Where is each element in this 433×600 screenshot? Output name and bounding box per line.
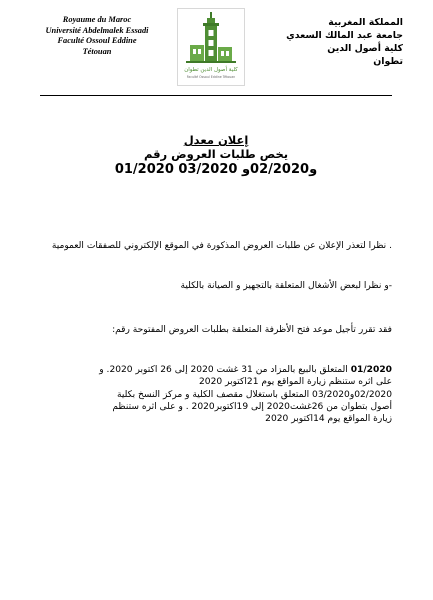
paragraph-reason-2: -و نظرا لبعض الأشغال المتعلقة بالتجهيز و الصيانة بالكلية — [180, 281, 392, 291]
fr-faculty: Faculté Ossoul Eddine — [57, 36, 137, 46]
header-divider — [40, 95, 392, 96]
notice-subtitle: يخص طلبات العروض رقم — [143, 147, 289, 161]
tender-numbers: 01/2020 و02/2020و 03/2020 — [114, 162, 318, 177]
notice-title: إعلان معدل — [183, 133, 249, 147]
faculty-logo — [177, 8, 245, 86]
logo-caption-ar: كلية أصول الدين تطوان — [184, 67, 238, 73]
tender-item-2-line-3: زيارة المواقع يوم 14اكتوبر 2020 — [265, 414, 392, 425]
fr-city: Tétouan — [82, 46, 112, 56]
fr-university: Université Abdelmalek Essadi — [45, 25, 149, 35]
minaret-logo-icon — [178, 9, 244, 85]
ar-kingdom: المملكة المغربية — [328, 17, 403, 28]
tender-item-2-line-2: أصول بتطوان من 26غشت2020 إلى 19اكتوبر2020 . و على اثره ستنظم — [112, 401, 392, 412]
notice-title-block — [60, 133, 372, 178]
ar-university: جامعة عبد المالك السعدي — [286, 30, 403, 41]
paragraph-decision: فقد تقرر تأجيل موعد فتح الأظرفة المتعلقة بطلبات العروض المفتوحة رقم: — [112, 325, 392, 335]
tender-item-1 — [40, 364, 392, 376]
logo-caption-fr: Faculté Ossoul Eddine Tétouan — [186, 75, 236, 79]
french-header — [22, 15, 172, 57]
fr-kingdom: Royaume du Maroc — [62, 15, 132, 24]
ar-city: تطوان — [373, 56, 403, 67]
tender-item-1-text: المتعلق بالبيع بالمزاد من 31 غشت 2020 إلى 26 اكتوبر 2020. و — [99, 365, 348, 375]
tender-item-2-line-1: 02/2020و03/2020 المتعلق باستغلال مقصف الكلية و مركز النسخ بكلية — [116, 389, 392, 400]
tender-details — [40, 364, 392, 425]
tender-item-1-visit: على اثره ستنظم زيارة المواقع يوم 21اكتوبر 2020 — [199, 377, 392, 388]
tender-item-1-number: 01/2020 — [350, 365, 392, 375]
paragraph-reason-1: . نظرا لتعذر الإعلان عن طلبات العروض المذكورة في الموقع الإلكتروني للصفقات العمومية — [51, 241, 392, 251]
arabic-header — [263, 16, 403, 68]
ar-faculty: كلية أصول الدين — [327, 43, 403, 54]
